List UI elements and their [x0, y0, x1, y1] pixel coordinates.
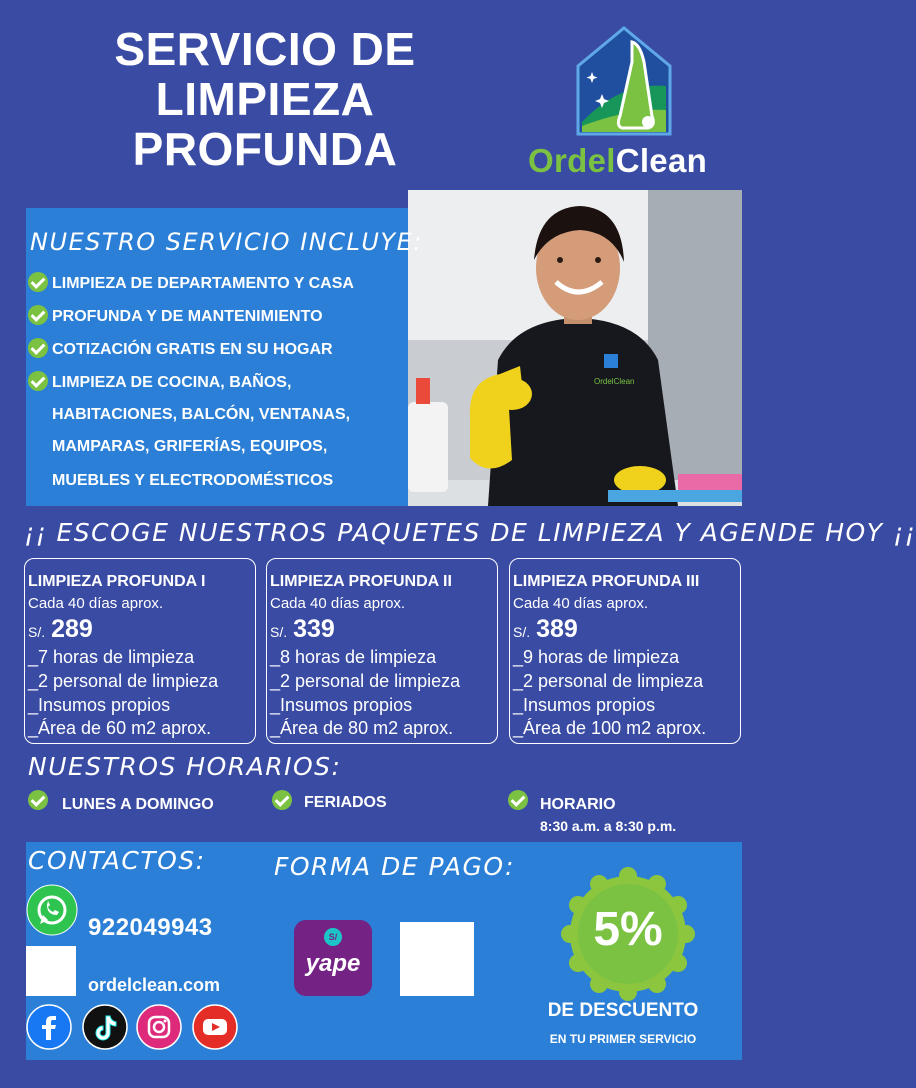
yape-symbol: S/ — [324, 928, 342, 946]
package-card[interactable] — [24, 558, 256, 744]
discount-label: DE DESCUENTO — [547, 1000, 699, 1021]
schedule-hours: 8:30 a.m. a 8:30 p.m. — [540, 818, 677, 834]
title-line: SERVICIO DE — [114, 23, 416, 75]
package-price — [513, 615, 578, 644]
package-name: LIMPIEZA PROFUNDA II — [270, 573, 452, 590]
check-icon — [28, 338, 48, 358]
package-frequency: Cada 40 días aprox. — [28, 595, 164, 612]
page-title — [40, 24, 490, 174]
yape-app-icon — [294, 920, 372, 996]
package-card[interactable] — [266, 558, 498, 744]
facebook-icon[interactable] — [26, 1004, 72, 1050]
discount-sublabel: EN TU PRIMER SERVICIO — [549, 1032, 697, 1046]
list-item-text: LIMPIEZA DE COCINA, BAÑOS, — [52, 374, 292, 391]
packages-title: ¡¡ ESCOGE NUESTROS PAQUETES DE LIMPIEZA Y AGENDE HOY ¡¡ — [24, 518, 916, 547]
package-hours: _9 horas de limpieza — [513, 647, 680, 667]
package-supplies: _Insumos propios — [513, 695, 656, 715]
cleaner-photo — [408, 190, 742, 506]
title-line: LIMPIEZA — [155, 73, 375, 125]
payment-title: FORMA DE PAGO: — [274, 852, 515, 881]
package-hours: _7 horas de limpieza — [28, 647, 195, 667]
schedule-title: NUESTROS HORARIOS: — [28, 752, 342, 781]
includes-title: NUESTRO SERVICIO INCLUYE: — [30, 228, 423, 256]
package-frequency: Cada 40 días aprox. — [513, 595, 649, 612]
check-icon — [28, 272, 48, 292]
package-price — [28, 615, 93, 644]
brand-name-green: Ordel — [528, 142, 616, 179]
check-icon — [28, 305, 48, 325]
price-value: 389 — [536, 615, 578, 643]
website-link[interactable]: ordelclean.com — [88, 975, 221, 995]
currency: S/. — [28, 624, 46, 640]
package-name: LIMPIEZA PROFUNDA III — [513, 573, 700, 590]
check-icon — [508, 790, 528, 810]
package-staff: _2 personal de limpieza — [513, 671, 704, 691]
package-area: _Área de 60 m2 aprox. — [28, 718, 212, 738]
yape-qr-code-icon — [400, 922, 474, 996]
qr-code-icon — [26, 946, 76, 996]
package-area: _Área de 100 m2 aprox. — [513, 718, 707, 738]
list-item-text: COTIZACIÓN GRATIS EN SU HOGAR — [52, 341, 333, 358]
package-card[interactable] — [509, 558, 741, 744]
list-item-text: LIMPIEZA DE DEPARTAMENTO Y CASA — [52, 275, 354, 292]
tiktok-icon[interactable] — [82, 1004, 128, 1050]
package-hours: _8 horas de limpieza — [270, 647, 437, 667]
brand-name-white: Clean — [615, 142, 708, 179]
shirt-logo-text: OrdelClean — [594, 377, 635, 386]
price-value: 289 — [51, 615, 93, 643]
title-line: PROFUNDA — [132, 123, 398, 175]
package-staff: _2 personal de limpieza — [28, 671, 219, 691]
package-name: LIMPIEZA PROFUNDA I — [28, 573, 206, 590]
list-item-text: HABITACIONES, BALCÓN, VENTANAS, — [52, 406, 351, 423]
phone-number[interactable]: 922049943 — [88, 914, 213, 941]
currency: S/. — [270, 624, 288, 640]
package-price — [270, 615, 335, 644]
currency: S/. — [513, 624, 531, 640]
package-supplies: _Insumos propios — [28, 695, 171, 715]
package-frequency: Cada 40 días aprox. — [270, 595, 406, 612]
package-supplies: _Insumos propios — [270, 695, 413, 715]
yape-label: yape — [305, 950, 361, 977]
list-item-text: MAMPARAS, GRIFERÍAS, EQUIPOS, — [52, 438, 328, 455]
package-staff: _2 personal de limpieza — [270, 671, 461, 691]
youtube-icon[interactable] — [192, 1004, 238, 1050]
list-item-text: MUEBLES Y ELECTRODOMÉSTICOS — [52, 472, 334, 489]
brand-name — [528, 142, 707, 180]
contacts-title: CONTACTOS: — [28, 846, 206, 875]
whatsapp-icon[interactable] — [26, 884, 78, 936]
list-item-text: PROFUNDA Y DE MANTENIMIENTO — [52, 308, 323, 325]
check-icon — [272, 790, 292, 810]
schedule-hours-label: HORARIO — [540, 796, 616, 813]
instagram-icon[interactable] — [136, 1004, 182, 1050]
discount-percent: 5% — [593, 903, 663, 956]
schedule-days: LUNES A DOMINGO — [62, 796, 214, 813]
schedule-holidays: FERIADOS — [304, 794, 387, 811]
check-icon — [28, 790, 48, 810]
package-area: _Área de 80 m2 aprox. — [270, 718, 454, 738]
price-value: 339 — [293, 615, 335, 643]
shirt-logo-icon — [604, 354, 618, 368]
check-icon — [28, 371, 48, 391]
